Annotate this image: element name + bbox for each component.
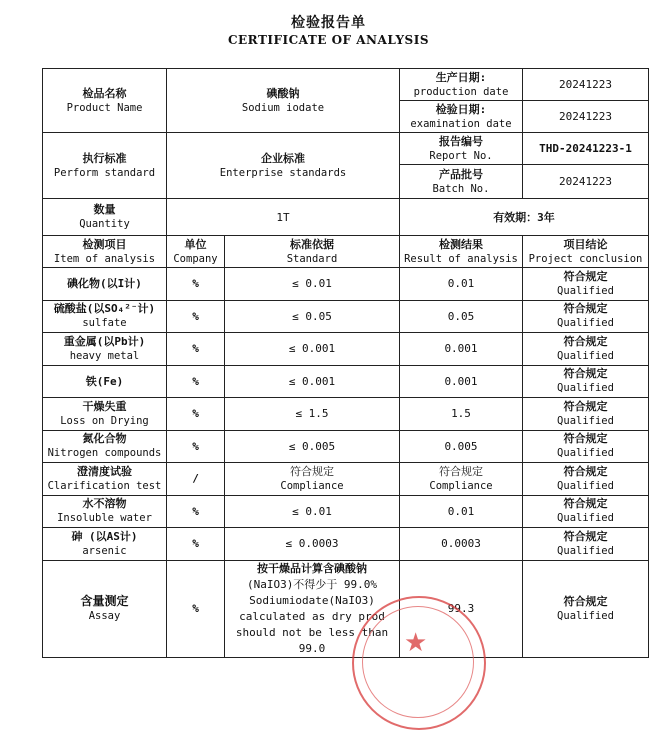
row-standard: 符合规定 Compliance xyxy=(225,463,400,496)
product-name-label: 检品名称 Product Name xyxy=(43,69,167,133)
test-row xyxy=(43,398,649,431)
row-standard: ≤ 0.05 xyxy=(225,300,400,333)
row-conclusion: 符合规定 Qualified xyxy=(523,333,649,366)
row-standard: ≤ 1.5 xyxy=(225,398,400,431)
row-item: 砷 (以AS计) arsenic xyxy=(43,528,167,561)
test-row xyxy=(43,300,649,333)
row-conclusion: 符合规定 Qualified xyxy=(523,398,649,431)
row-result: 0.005 xyxy=(400,430,523,463)
row-item: 澄清度试验 Clarification test xyxy=(43,463,167,496)
test-row xyxy=(43,430,649,463)
row-standard: ≤ 0.0003 xyxy=(225,528,400,561)
test-row xyxy=(43,268,649,301)
row-unit: / xyxy=(167,463,225,496)
row-standard: ≤ 0.001 xyxy=(225,333,400,366)
row-item: 重金属(以Pb计) heavy metal xyxy=(43,333,167,366)
row-item: 铁(Fe) xyxy=(43,365,167,398)
col-header-result: 检测结果 Result of analysis xyxy=(400,236,523,268)
row-unit: % xyxy=(167,528,225,561)
assay-result: 99.3 xyxy=(400,560,523,657)
row-result: 0.001 xyxy=(400,365,523,398)
perform-standard-label: 执行标准 Perform standard xyxy=(43,133,167,199)
row-item: 硫酸盐(以SO₄²⁻计) sulfate xyxy=(43,300,167,333)
batch-no-label: 产品批号 Batch No. xyxy=(400,165,523,199)
row-conclusion: 符合规定 Qualified xyxy=(523,528,649,561)
row-conclusion: 符合规定 Qualified xyxy=(523,463,649,496)
row-conclusion: 符合规定 Qualified xyxy=(523,268,649,301)
row-result: 0.01 xyxy=(400,268,523,301)
test-row xyxy=(43,333,649,366)
row-result: 0.0003 xyxy=(400,528,523,561)
exam-date-value: 20241223 xyxy=(523,101,649,133)
assay-standard: 按干燥品计算含碘酸钠 (NaIO3)不得少于 99.0% Sodiumiodate(NaIO3) calculated as dry prod should not be less than 99.0 xyxy=(225,560,400,657)
col-header-conclusion: 项目结论 Project conclusion xyxy=(523,236,649,268)
product-name-value: 碘酸钠 Sodium iodate xyxy=(167,69,400,133)
document-subtitle: CERTIFICATE OF ANALYSIS xyxy=(227,33,429,47)
row-unit: % xyxy=(167,430,225,463)
row-result: 1.5 xyxy=(400,398,523,431)
assay-unit: % xyxy=(167,560,225,657)
row-unit: % xyxy=(167,398,225,431)
certificate-table xyxy=(42,68,649,658)
row-standard: ≤ 0.005 xyxy=(225,430,400,463)
report-no-value: THD-20241223-1 xyxy=(523,133,649,165)
validity-period: 有效期：3年 xyxy=(400,199,649,236)
row-result: 0.001 xyxy=(400,333,523,366)
row-standard: ≤ 0.01 xyxy=(225,495,400,528)
quantity-value: 1T xyxy=(167,199,400,236)
row-result: 符合规定 Compliance xyxy=(400,463,523,496)
test-row xyxy=(43,463,649,496)
row-standard: ≤ 0.001 xyxy=(225,365,400,398)
row-conclusion: 符合规定 Qualified xyxy=(523,495,649,528)
row-standard: ≤ 0.01 xyxy=(225,268,400,301)
perform-standard-value: 企业标准 Enterprise standards xyxy=(167,133,400,199)
batch-no-value: 20241223 xyxy=(523,165,649,199)
row-conclusion: 符合规定 Qualified xyxy=(523,300,649,333)
production-date-label: 生产日期: production date xyxy=(400,69,523,101)
col-header-standard: 标准依据 Standard xyxy=(225,236,400,268)
row-item: 氮化合物 Nitrogen compounds xyxy=(43,430,167,463)
row-result: 0.01 xyxy=(400,495,523,528)
assay-conclusion: 符合规定 Qualified xyxy=(523,560,649,657)
row-result: 0.05 xyxy=(400,300,523,333)
production-date-value: 20241223 xyxy=(523,69,649,101)
row-unit: % xyxy=(167,495,225,528)
test-row xyxy=(43,528,649,561)
col-header-unit: 单位 Company xyxy=(167,236,225,268)
seal-star-icon: ★ xyxy=(404,628,428,658)
row-unit: % xyxy=(167,268,225,301)
col-header-item: 检测项目 Item of analysis xyxy=(43,236,167,268)
test-row xyxy=(43,365,649,398)
assay-item: 含量测定 Assay xyxy=(43,560,167,657)
row-unit: % xyxy=(167,365,225,398)
test-row xyxy=(43,495,649,528)
row-conclusion: 符合规定 Qualified xyxy=(523,365,649,398)
row-unit: % xyxy=(167,333,225,366)
document-title: 检验报告单 xyxy=(291,15,366,31)
quantity-label: 数量 Quantity xyxy=(43,199,167,236)
exam-date-label: 检验日期: examination date xyxy=(400,101,523,133)
row-unit: % xyxy=(167,300,225,333)
row-item: 水不溶物 Insoluble water xyxy=(43,495,167,528)
report-no-label: 报告编号 Report No. xyxy=(400,133,523,165)
row-item: 碘化物(以I计) xyxy=(43,268,167,301)
row-conclusion: 符合规定 Qualified xyxy=(523,430,649,463)
row-item: 干燥失重 Loss on Drying xyxy=(43,398,167,431)
